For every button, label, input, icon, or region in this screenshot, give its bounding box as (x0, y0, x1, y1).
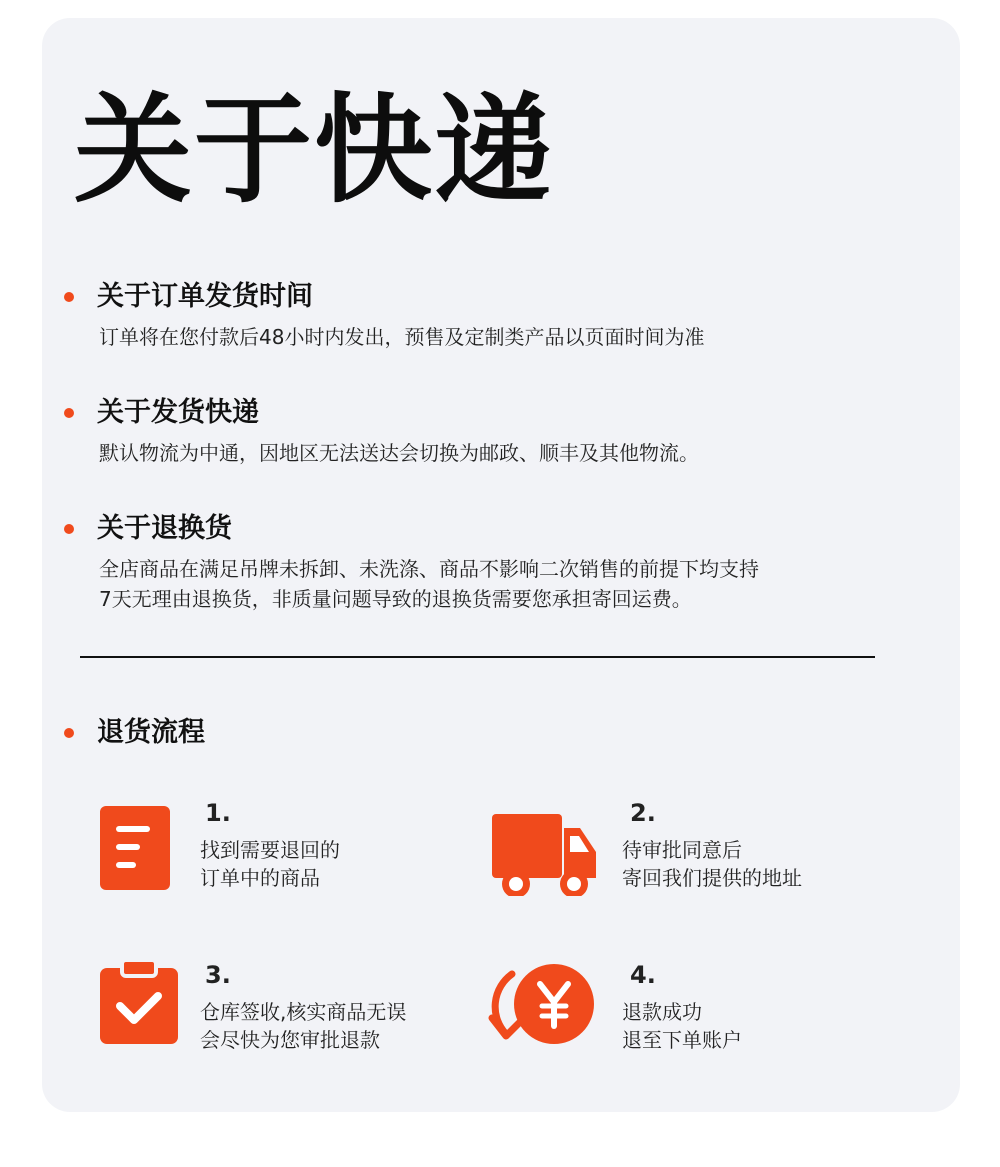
step-text-line: 会尽快为您审批退款 (200, 1028, 380, 1052)
section-body-line: 订单将在您付款后48小时内发出，预售及定制类产品以页面时间为准 (99, 325, 705, 349)
return-step-2 (490, 798, 870, 908)
section-body (99, 554, 759, 614)
bullet-dot (64, 408, 74, 418)
step-text-line: 订单中的商品 (200, 866, 320, 890)
step-number: 1. (205, 799, 231, 827)
shipping-info-card (42, 18, 960, 1112)
section-divider (80, 656, 875, 658)
section-title: 关于退换货 (97, 513, 232, 544)
step-number: 4. (630, 961, 656, 989)
bullet-dot (64, 292, 74, 302)
section-body-line: 7天无理由退换货，非质量问题导致的退换货需要您承担寄回运费。 (99, 587, 692, 611)
step-text-line: 退至下单账户 (622, 1028, 742, 1052)
step-text-line: 仓库签收,核实商品无误 (200, 1000, 407, 1024)
bullet-dot (64, 524, 74, 534)
step-text-line: 找到需要退回的 (200, 838, 340, 862)
step-number: 3. (205, 961, 231, 989)
truck-icon (490, 806, 600, 900)
clipboard-check-icon (100, 960, 178, 1048)
step-text (622, 836, 802, 892)
step-text-line: 退款成功 (622, 1000, 702, 1024)
section-body-line: 全店商品在满足吊牌未拆卸、未洗涤、商品不影响二次销售的前提下均支持 (99, 557, 759, 581)
step-text-line: 待审批同意后 (622, 838, 742, 862)
section-body-line: 默认物流为中通，因地区无法送达会切换为邮政、顺丰及其他物流。 (99, 441, 699, 465)
section-body (99, 322, 704, 352)
return-step-1 (100, 798, 480, 908)
step-number: 2. (630, 799, 656, 827)
step-text-line: 寄回我们提供的地址 (622, 866, 802, 890)
section-body (99, 438, 699, 468)
step-text (200, 836, 340, 892)
step-text (622, 998, 742, 1054)
return-step-4 (482, 960, 862, 1070)
yuan-refund-icon (482, 960, 598, 1054)
section-title: 退货流程 (97, 717, 205, 748)
bullet-dot (64, 728, 74, 738)
document-icon (100, 806, 170, 894)
section-title: 关于发货快递 (97, 397, 259, 428)
page-title: 关于快递 (74, 81, 555, 219)
return-step-3 (100, 960, 480, 1070)
section-title: 关于订单发货时间 (97, 281, 313, 312)
step-text (200, 998, 406, 1054)
